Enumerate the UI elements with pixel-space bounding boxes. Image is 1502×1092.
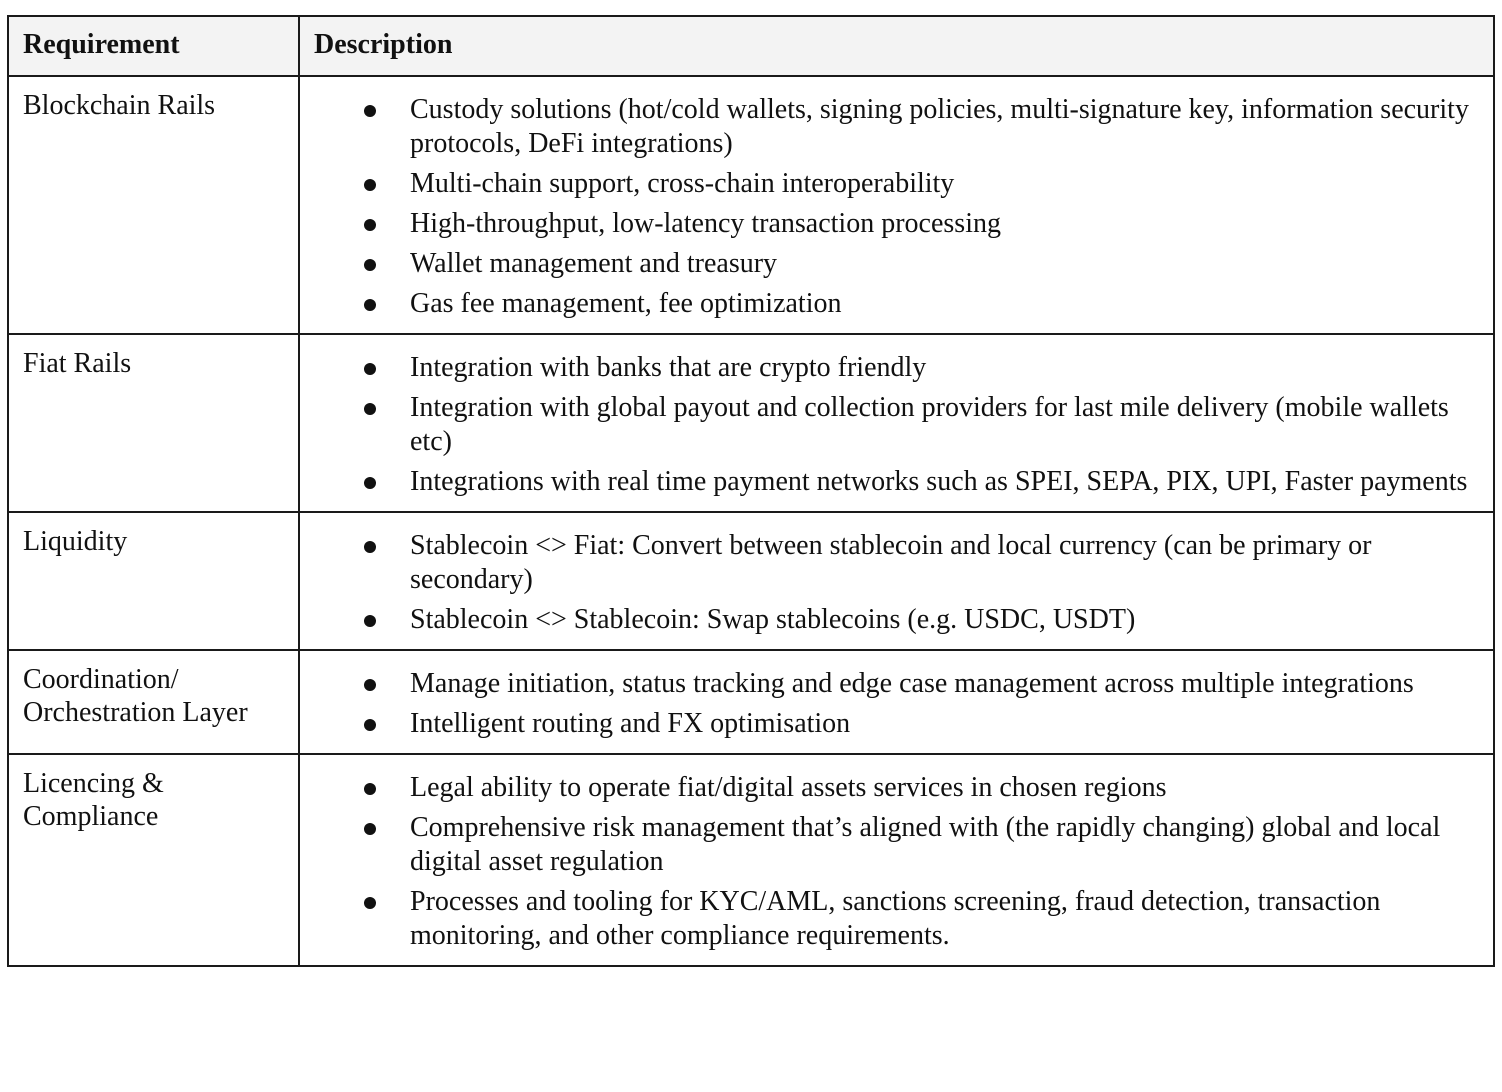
- bullet-icon: [364, 363, 376, 375]
- list-item-text: Legal ability to operate fiat/digital assets services in chosen regions: [410, 772, 1167, 803]
- bullet-list: [314, 667, 1479, 741]
- list-item-text: Custody solutions (hot/cold wallets, signing policies, multi-signature key, information security protocols, DeFi integrations): [410, 94, 1469, 159]
- list-item-text: Wallet management and treasury: [410, 248, 778, 279]
- requirement-cell: Licencing & Compliance: [8, 754, 299, 966]
- requirement-cell: Fiat Rails: [8, 334, 299, 512]
- bullet-icon: [364, 477, 376, 489]
- list-item: [314, 811, 1479, 879]
- list-item: [314, 707, 1479, 741]
- list-item-text: Stablecoin <> Stablecoin: Swap stablecoins (e.g. USDC, USDT): [410, 604, 1136, 635]
- table-row: [8, 512, 1494, 650]
- description-cell: [299, 754, 1494, 966]
- bullet-icon: [364, 105, 376, 117]
- list-item-text: Comprehensive risk management that’s aligned with (the rapidly changing) global and local digital asset regulation: [410, 812, 1441, 877]
- bullet-list: [314, 529, 1479, 637]
- bullet-icon: [364, 299, 376, 311]
- bullet-list: [314, 93, 1479, 321]
- list-item: [314, 771, 1479, 805]
- list-item: [314, 465, 1479, 499]
- list-item-text: Gas fee management, fee optimization: [410, 288, 842, 319]
- bullet-icon: [364, 615, 376, 627]
- list-item-text: High-throughput, low-latency transaction processing: [410, 208, 1001, 239]
- table-row: [8, 334, 1494, 512]
- header-row: [8, 16, 1494, 76]
- description-cell: [299, 650, 1494, 754]
- requirement-cell: Coordination/ Orchestration Layer: [8, 650, 299, 754]
- list-item-text: Integration with banks that are crypto friendly: [410, 352, 927, 383]
- bullet-icon: [364, 541, 376, 553]
- list-item: [314, 391, 1479, 459]
- list-item: [314, 351, 1479, 385]
- bullet-list: [314, 351, 1479, 499]
- bullet-icon: [364, 897, 376, 909]
- list-item: [314, 93, 1479, 161]
- list-item-text: Manage initiation, status tracking and edge case management across multiple integrations: [410, 668, 1414, 699]
- list-item: [314, 167, 1479, 201]
- requirement-cell: Liquidity: [8, 512, 299, 650]
- table-row: [8, 650, 1494, 754]
- requirements-table: [7, 15, 1495, 967]
- list-item-text: Integrations with real time payment networks such as SPEI, SEPA, PIX, UPI, Faster payments: [410, 466, 1468, 497]
- list-item: [314, 247, 1479, 281]
- description-cell: [299, 334, 1494, 512]
- bullet-icon: [364, 783, 376, 795]
- list-item-text: Integration with global payout and collection providers for last mile delivery (mobile wallets etc): [410, 392, 1449, 457]
- list-item-text: Intelligent routing and FX optimisation: [410, 708, 851, 739]
- list-item: [314, 207, 1479, 241]
- description-cell: [299, 512, 1494, 650]
- bullet-icon: [364, 219, 376, 231]
- list-item-text: Multi-chain support, cross-chain interoperability: [410, 168, 955, 199]
- table-row: [8, 754, 1494, 966]
- header-description: Description: [299, 16, 1494, 76]
- table-row: [8, 76, 1494, 334]
- list-item: [314, 529, 1479, 597]
- list-item: [314, 885, 1479, 953]
- requirement-cell: Blockchain Rails: [8, 76, 299, 334]
- bullet-icon: [364, 719, 376, 731]
- list-item: [314, 287, 1479, 321]
- list-item: [314, 667, 1479, 701]
- bullet-icon: [364, 823, 376, 835]
- list-item-text: Stablecoin <> Fiat: Convert between stablecoin and local currency (can be primary or secondary): [410, 530, 1372, 595]
- bullet-icon: [364, 403, 376, 415]
- bullet-list: [314, 771, 1479, 953]
- bullet-icon: [364, 259, 376, 271]
- list-item-text: Processes and tooling for KYC/AML, sanctions screening, fraud detection, transaction monitoring, and other compliance requirements.: [410, 886, 1381, 951]
- header-requirement: Requirement: [8, 16, 299, 76]
- bullet-icon: [364, 679, 376, 691]
- list-item: [314, 603, 1479, 637]
- description-cell: [299, 76, 1494, 334]
- bullet-icon: [364, 179, 376, 191]
